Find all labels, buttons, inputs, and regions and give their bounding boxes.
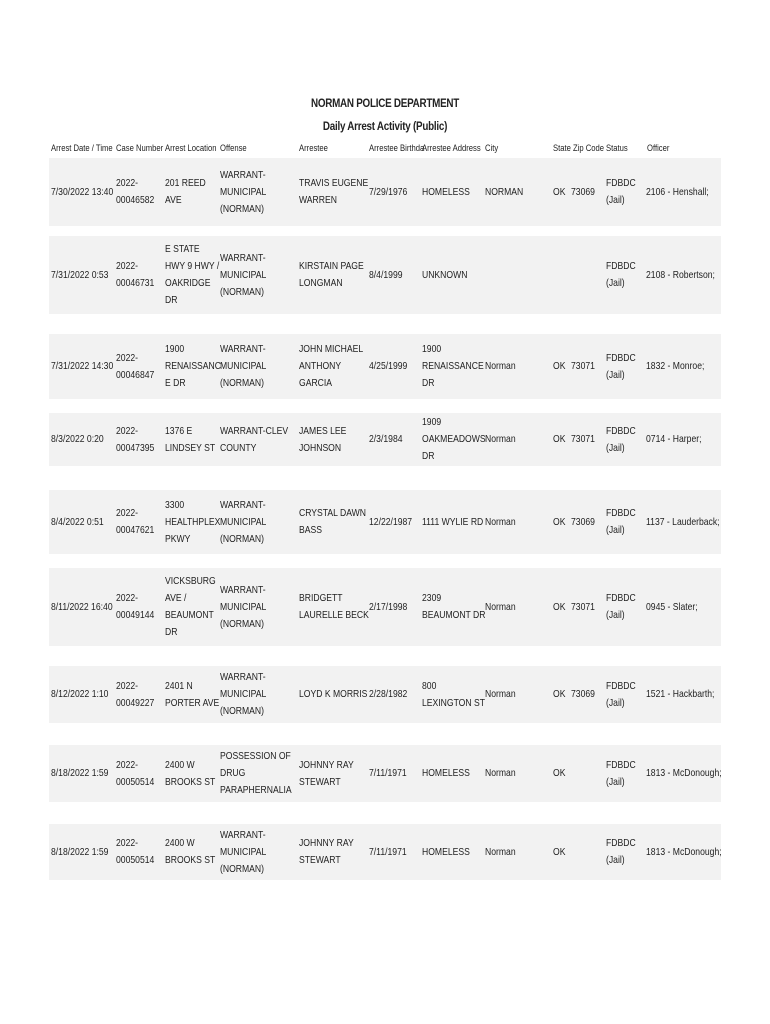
address-cell: 1111 WYLIE RD [422, 515, 484, 528]
arrest-location-cell: 2401 N PORTER AVE [165, 679, 220, 709]
offense-cell: WARRANT- MUNICIPAL (NORMAN) [220, 828, 267, 875]
case-number-cell: 2022- 00047621 [116, 507, 155, 536]
case-number-cell: 2022- 00050514 [116, 837, 155, 866]
offense-cell: POSSESSION OF DRUG PARAPHERNALIA [220, 750, 292, 796]
birthdate-cell: 8/4/1999 [369, 268, 403, 281]
report-title: NORMAN POLICE DEPARTMENT [310, 96, 460, 110]
state-cell: OK [553, 433, 566, 445]
zip-cell: 73071 [571, 433, 595, 445]
birthdate-cell: 7/29/1976 [369, 185, 408, 198]
city-cell: Norman [485, 767, 516, 779]
offense-cell: WARRANT-CLEV COUNTY [220, 424, 289, 454]
arrest-location-cell: 2400 W BROOKS ST [165, 837, 216, 866]
officer-cell: 0945 - Slater; [646, 600, 698, 613]
header-case-number: Case Number [116, 143, 164, 153]
officer-cell: 2108 - Robertson; [646, 268, 715, 281]
status-cell: FDBDC (Jail) [606, 592, 636, 621]
address-cell: UNKNOWN [422, 268, 468, 281]
arrest-date-cell: 8/18/2022 1:59 [51, 845, 109, 858]
arrestee-cell: JOHN MICHAEL ANTHONY GARCIA [299, 343, 364, 389]
arrestee-cell: KIRSTAIN PAGE LONGMAN [299, 260, 364, 289]
arrestee-cell: TRAVIS EUGENE WARREN [299, 177, 369, 206]
offense-cell: WARRANT- MUNICIPAL (NORMAN) [220, 671, 267, 717]
arrestee-cell: JOHNNY RAY STEWART [299, 758, 354, 788]
arrest-location-cell: 2400 W BROOKS ST [165, 758, 216, 788]
city-cell: Norman [485, 515, 516, 528]
report-subtitle: Daily Arrest Activity (Public) [322, 119, 448, 133]
status-cell: FDBDC (Jail) [606, 837, 636, 866]
state-cell: OK [553, 845, 566, 858]
address-cell: 800 LEXINGTON ST [422, 679, 485, 709]
arrest-date-cell: 8/18/2022 1:59 [51, 767, 109, 779]
status-cell: FDBDC (Jail) [606, 351, 636, 381]
officer-cell: 1832 - Monroe; [646, 360, 705, 372]
status-cell: FDBDC (Jail) [606, 260, 636, 289]
state-cell: OK [553, 515, 566, 528]
offense-cell: WARRANT- MUNICIPAL (NORMAN) [220, 498, 267, 545]
zip-cell: 73071 [571, 600, 595, 613]
case-number-cell: 2022- 00046731 [116, 260, 155, 289]
birthdate-cell: 7/11/1971 [369, 845, 407, 858]
city-cell: Norman [485, 845, 516, 858]
header-city: City [485, 143, 499, 153]
arrest-date-cell: 7/31/2022 0:53 [51, 268, 109, 281]
arrest-location-cell: VICKSBURG AVE / BEAUMONT DR [165, 575, 216, 638]
case-number-cell: 2022- 00049227 [116, 679, 155, 709]
city-cell: Norman [485, 688, 516, 700]
arrestee-cell: JOHNNY RAY STEWART [299, 837, 354, 866]
address-cell: HOMELESS [422, 767, 470, 779]
officer-cell: 1813 - McDonough; [646, 767, 722, 779]
birthdate-cell: 2/28/1982 [369, 688, 408, 700]
birthdate-cell: 2/3/1984 [369, 433, 403, 445]
arrest-date-cell: 8/3/2022 0:20 [51, 433, 104, 445]
header-officer: Officer [647, 143, 670, 153]
case-number-cell: 2022- 00046847 [116, 351, 155, 381]
address-cell: HOMELESS [422, 845, 470, 858]
status-cell: FDBDC (Jail) [606, 424, 636, 454]
header-arrest-date: Arrest Date / Time [51, 143, 113, 153]
header-address: Arrestee Address [422, 143, 481, 153]
officer-cell: 1137 - Lauderback; [646, 515, 720, 528]
address-cell: 1900 RENAISSANCE DR [422, 343, 484, 389]
status-cell: FDBDC (Jail) [606, 758, 636, 788]
state-cell: OK [553, 185, 566, 198]
header-arrest-location: Arrest Location [165, 143, 217, 153]
case-number-cell: 2022- 00049144 [116, 592, 155, 621]
offense-cell: WARRANT- MUNICIPAL (NORMAN) [220, 583, 267, 630]
zip-cell: 73069 [571, 185, 595, 198]
birthdate-cell: 12/22/1987 [369, 515, 413, 528]
birthdate-cell: 2/17/1998 [369, 600, 408, 613]
header-arrestee: Arrestee [299, 143, 328, 153]
city-cell: Norman [485, 360, 516, 372]
status-cell: FDBDC (Jail) [606, 507, 636, 536]
arrest-date-cell: 8/11/2022 16:40 [51, 600, 113, 613]
state-cell: OK [553, 688, 566, 700]
case-number-cell: 2022- 00047395 [116, 424, 155, 454]
birthdate-cell: 4/25/1999 [369, 360, 408, 372]
arrestee-cell: BRIDGETT LAURELLE BECK [299, 592, 369, 621]
arrest-location-cell: 201 REED AVE [165, 177, 206, 206]
offense-cell: WARRANT- MUNICIPAL (NORMAN) [220, 168, 267, 215]
arrest-location-cell: E STATE HWY 9 HWY / OAKRIDGE DR [165, 243, 220, 306]
case-number-cell: 2022- 00046582 [116, 177, 155, 206]
arrestee-cell: JAMES LEE JOHNSON [299, 424, 347, 454]
city-cell: Norman [485, 600, 516, 613]
officer-cell: 0714 - Harper; [646, 433, 702, 445]
arrest-date-cell: 7/31/2022 14:30 [51, 360, 114, 372]
city-cell: NORMAN [485, 185, 524, 198]
status-cell: FDBDC (Jail) [606, 679, 636, 709]
header-state-zip: State Zip Code [553, 143, 605, 153]
arrest-location-cell: 1376 E LINDSEY ST [165, 424, 216, 454]
header-status: Status [606, 143, 628, 153]
arrest-location-cell: 1900 RENAISSANC E DR [165, 343, 221, 389]
arrest-date-cell: 8/4/2022 0:51 [51, 515, 104, 528]
state-cell: OK [553, 600, 566, 613]
zip-cell: 73069 [571, 688, 595, 700]
header-birthdate: Arrestee Birthda [369, 143, 425, 153]
officer-cell: 1813 - McDonough; [646, 845, 722, 858]
address-cell: 2309 BEAUMONT DR [422, 592, 486, 621]
zip-cell: 73069 [571, 515, 595, 528]
officer-cell: 2106 - Henshall; [646, 185, 709, 198]
officer-cell: 1521 - Hackbarth; [646, 688, 715, 700]
zip-cell: 73071 [571, 360, 595, 372]
arrestee-cell: LOYD K MORRIS [299, 688, 368, 700]
state-cell: OK [553, 360, 566, 372]
offense-cell: WARRANT- MUNICIPAL (NORMAN) [220, 343, 267, 389]
case-number-cell: 2022- 00050514 [116, 758, 155, 788]
arrest-date-cell: 8/12/2022 1:10 [51, 688, 109, 700]
arrestee-cell: CRYSTAL DAWN BASS [299, 507, 366, 536]
address-cell: 1909 OAKMEADOWS DR [422, 416, 486, 462]
arrest-location-cell: 3300 HEALTHPLEX PKWY [165, 498, 221, 545]
status-cell: FDBDC (Jail) [606, 177, 636, 206]
arrest-date-cell: 7/30/2022 13:40 [51, 185, 114, 198]
state-cell: OK [553, 767, 566, 779]
address-cell: HOMELESS [422, 185, 470, 198]
offense-cell: WARRANT- MUNICIPAL (NORMAN) [220, 251, 267, 298]
birthdate-cell: 7/11/1971 [369, 767, 407, 779]
city-cell: Norman [485, 433, 516, 445]
header-offense: Offense [220, 143, 247, 153]
